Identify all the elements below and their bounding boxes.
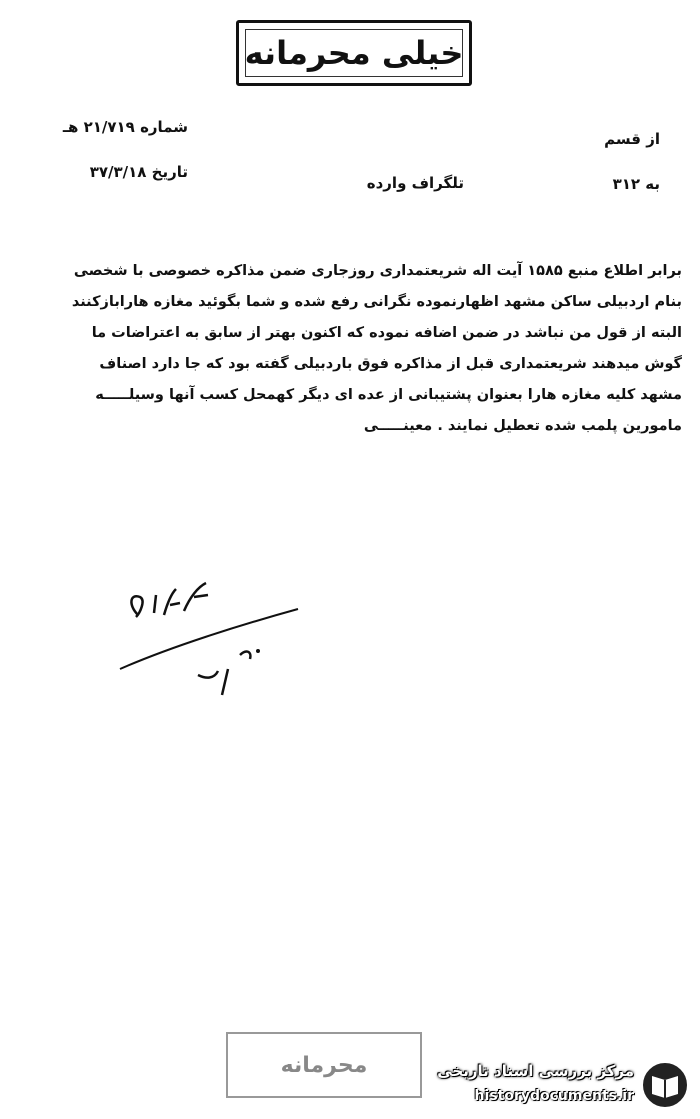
to-section: به ۳۱۲: [612, 175, 660, 193]
body-line: برابر اطلاع منبع ۱۵۸۵ آیت اله شریعتمداری روزجاری ضمن مذاکره خصوصی با شخصی: [73, 263, 682, 279]
watermark-title: مرکز بررسی اسناد تاریخی: [437, 1062, 634, 1080]
body-line: بنام اردبیلی ساکن مشهد اظهارنموده نگرانی رفع شده و شما بگوئید مغازه هارابازکنند: [71, 294, 682, 310]
watermark-url[interactable]: historydocuments.ir: [474, 1088, 634, 1104]
letter-date: تاریخ ۳۷/۳/۱۸: [89, 163, 188, 181]
handwritten-signature: [110, 575, 310, 715]
watermark: [430, 1056, 690, 1114]
body-line: مشهد کلیه مغازه هارا بعنوان پشتیبانی از عده ای دیگر کهمحل کسب آنها وسیلـــــه: [95, 387, 682, 403]
bottom-stamp-text: محرمانه: [280, 1052, 368, 1078]
top-stamp-text: خیلی محرمانه: [244, 34, 464, 72]
letter-number: شماره ۲۱/۷۱۹ هـ: [62, 118, 188, 136]
from-section: از قسم: [604, 130, 660, 148]
body-line: گوش میدهند شریعتمداری قبل از مذاکره فوق باردبیلی گفته بود که جا دارد اصناف: [99, 356, 682, 372]
top-classification-stamp: [236, 20, 472, 86]
document-subject: تلگراف وارده: [366, 174, 464, 192]
book-logo-icon: [640, 1060, 690, 1110]
body-line: مامورین پلمب شده تعطیل نمایند . معینـــــی: [363, 418, 682, 434]
bottom-classification-stamp: [226, 1032, 422, 1098]
letter-body: [18, 256, 682, 442]
body-line: البته از قول من نباشد در ضمن اضافه نموده که اکنون بهتر از سابق به اعتراضات ما: [91, 325, 682, 341]
